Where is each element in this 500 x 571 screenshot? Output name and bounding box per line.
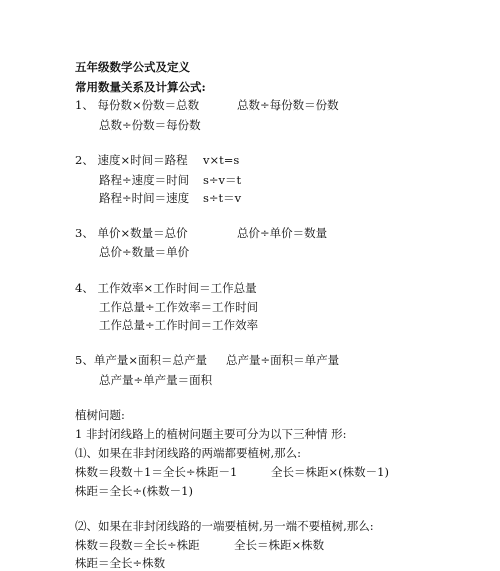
formula-line: 5、单产量×面积＝总产量 xyxy=(75,353,207,367)
section-heading: 植树问题: xyxy=(75,408,125,422)
formula-line: 株数＝段数＋1＝全长÷株距－1 xyxy=(75,465,238,479)
formula-line: 全长＝株距×株数 xyxy=(234,538,325,552)
formula-symbolic: v×t=s xyxy=(203,153,240,167)
formula-line: 1、 每份数×份数＝总数 xyxy=(75,98,200,112)
formula-line: 2、 速度×时间＝路程 xyxy=(75,153,188,167)
formula-line: 工作总量÷工作时间＝工作效率 xyxy=(99,318,259,332)
section-heading: 常用数量关系及计算公式: xyxy=(75,80,206,94)
formula-line: 株距＝全长÷(株数－1) xyxy=(75,484,193,498)
formula-line: 株数＝段数＝全长÷株距 xyxy=(75,538,200,552)
formula-line: 株距＝全长÷株数 xyxy=(75,556,166,570)
page-title: 五年级数学公式及定义 xyxy=(75,60,190,74)
formula-line: 3、 单价×数量＝总价 xyxy=(75,226,188,240)
formula-line: 总价÷数量＝单价 xyxy=(99,245,190,259)
formula-line: 全长＝株距×(株数－1) xyxy=(271,465,389,479)
formula-symbolic: s÷t＝v xyxy=(203,191,242,205)
formula-line: 路程÷速度＝时间 xyxy=(99,173,190,187)
formula-symbolic: s÷v＝t xyxy=(203,173,242,187)
formula-line: 总价÷单价＝数量 xyxy=(237,226,328,240)
case-heading: ⑵、如果在非封闭线路的一端要植树,另一端不要植树,那么: xyxy=(75,519,374,533)
formula-line: 路程÷时间＝速度 xyxy=(99,191,190,205)
formula-line: 总产量÷单产量＝面积 xyxy=(99,373,213,387)
paragraph: 1 非封闭线路上的植树问题主要可分为以下三种情 形: xyxy=(75,427,347,441)
formula-line: 总数÷份数＝每份数 xyxy=(99,118,201,132)
case-heading: ⑴、如果在非封闭线路的两端都要植树,那么: xyxy=(75,446,302,460)
formula-line: 总数÷每份数＝份数 xyxy=(237,98,339,112)
formula-line: 总产量÷面积＝单产量 xyxy=(226,353,340,367)
formula-line: 工作总量÷工作效率＝工作时间 xyxy=(99,300,259,314)
formula-line: 4、 工作效率×工作时间＝工作总量 xyxy=(75,281,257,295)
